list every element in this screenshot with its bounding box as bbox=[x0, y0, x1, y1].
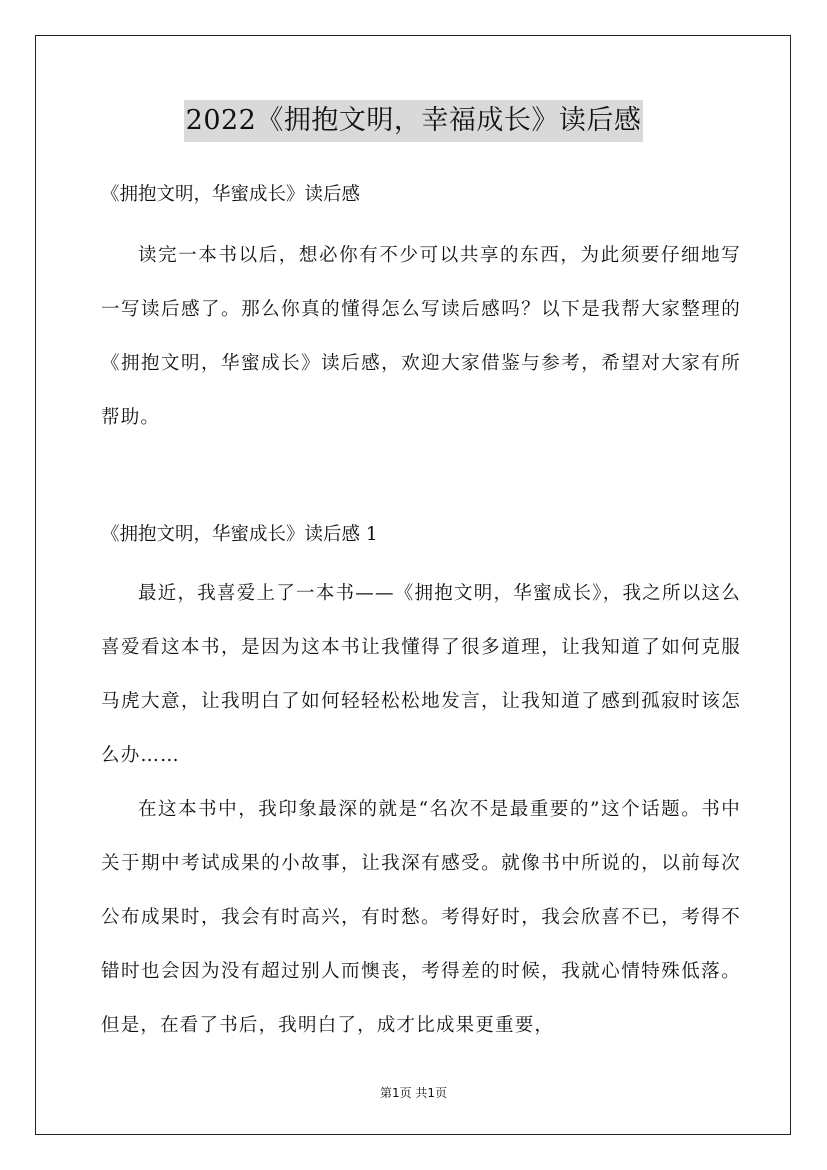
body-paragraph: 在这本书中，我印象最深的就是“名次不是最重要的”这个话题。书中关于期中考试成果的小故事，让我深有感受。就像书中所说的，以前每次公布成果时，我会有时高兴，有时愁。考得好时，我会欣喜不已，考得不错时也会因为没有超过别人而懊丧，考得差的时候，我就心情特殊低落。但是，在看了书后，我明白了，成才比成果更重要， bbox=[101, 799, 741, 1036]
spacer bbox=[101, 445, 741, 515]
document-title: 2022《拥抱文明，幸福成长》读后感 bbox=[184, 100, 644, 142]
intro-paragraph: 读完一本书以后，想必你有不少可以共享的东西，为此须要仔细地写一写读后感了。那么你真的懂得怎么写读后感吗？以下是我帮大家整理的《拥抱文明，华蜜成长》读后感，欢迎大家借鉴与参考，希望对大家有所帮助。 bbox=[101, 245, 741, 428]
page-footer: 第1页 共1页 bbox=[379, 1086, 448, 1100]
section-heading: 《拥抱文明，华蜜成长》读后感 1 bbox=[101, 524, 378, 545]
title-container bbox=[0, 100, 827, 142]
document-body bbox=[101, 175, 741, 1053]
spacer bbox=[101, 555, 741, 567]
intro-heading: 《拥抱文明，华蜜成长》读后感 bbox=[101, 184, 361, 205]
body-paragraph: 最近，我喜爱上了一本书——《拥抱文明，华蜜成长》，我之所以这么喜爱看这本书，是因为这本书让我懂得了很多道理，让我知道了如何克服马虎大意，让我明白了如何轻轻松松地发言，让我知道了感到孤寂时该怎么办…… bbox=[101, 583, 741, 766]
spacer bbox=[101, 215, 741, 229]
